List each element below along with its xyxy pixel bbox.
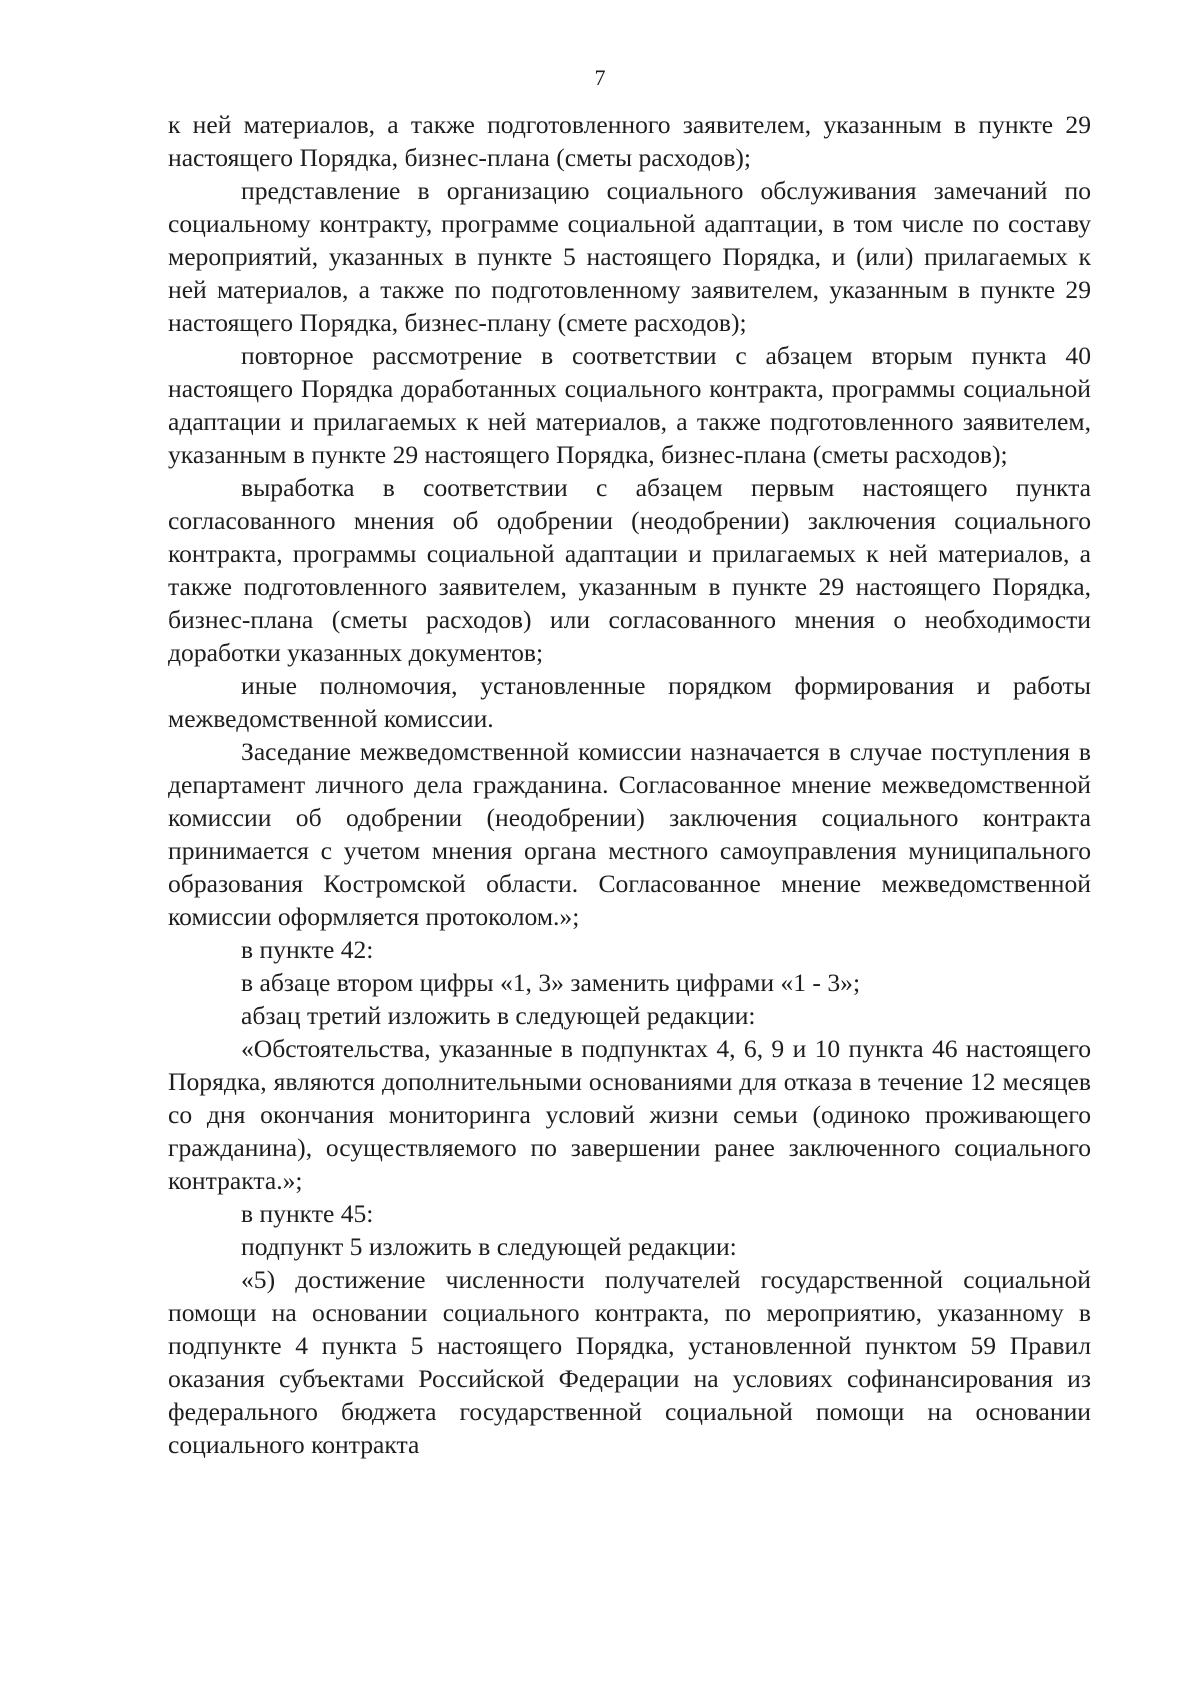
page-number: 7 [594,65,606,90]
paragraph: к ней материалов, а также подготовленного заявителем, указанным в пункте 29 настоящего Порядка, бизнес-плана (сметы расходов); [168,110,1091,172]
paragraph: представление в организацию социального обслуживания замечаний по социальному контракту, программе социальной адаптации, в том числе по составу мероприятий, указанных в пункте 5 настоящего Порядка, и (или) прилагаемых к ней материалов, а также по подготовленному заявителем, указанным в пункте 29 настоящего Порядка, бизнес-плану (смете расходов); [168,176,1091,337]
paragraph: иные полномочия, установленные порядком формирования и работы межведомственной комиссии. [168,671,1091,733]
paragraph: подпункт 5 изложить в следующей редакции: [241,1232,737,1261]
paragraph: выработка в соответствии с абзацем первым настоящего пункта согласованного мнения об одобрении (неодобрении) заключения социального контракта, программы социальной адаптации и прилагаемых к ней материалов, а также подготовленного заявителем, указанным в пункте 29 настоящего Порядка, бизнес-плана (сметы расходов) или согласованного мнения о необходимости доработки указанных документов; [168,473,1091,667]
paragraph: «Обстоятельства, указанные в подпунктах 4, 6, 9 и 10 пункта 46 настоящего Порядка, являются дополнительными основаниями для отказа в течение 12 месяцев со дня окончания мониторинга условий жизни семьи (одиноко проживающего гражданина), осуществляемого по завершении ранее заключенного социального контракта.»; [168,1034,1091,1195]
paragraph: Заседание межведомственной комиссии назначается в случае поступления в департамент личного дела гражданина. Согласованное мнение межведомственной комиссии об одобрении (неодобрении) заключения социального контракта принимается с учетом мнения органа местного самоуправления муниципального образования Костромской области. Согласованное мнение межведомственной комиссии оформляется протоколом.»; [168,737,1091,931]
paragraph: в пункте 45: [241,1199,374,1228]
paragraph: в абзаце втором цифры «1, 3» заменить цифрами «1 - 3»; [241,968,861,997]
paragraph: «5) достижение численности получателей государственной социальной помощи на основании социального контракта, по мероприятию, указанному в подпункте 4 пункта 5 настоящего Порядка, установленной пунктом 59 Правил оказания субъектами Российской Федерации на условиях софинансирования из федерального бюджета государственной социальной помощи на основании социального контракта [168,1265,1091,1459]
paragraph: абзац третий изложить в следующей редакции: [241,1001,756,1030]
paragraph: повторное рассмотрение в соответствии с абзацем вторым пункта 40 настоящего Порядка доработанных социального контракта, программы социальной адаптации и прилагаемых к ней материалов, а также подготовленного заявителем, указанным в пункте 29 настоящего Порядка, бизнес-плана (сметы расходов); [168,341,1091,469]
document-body [168,108,1091,1461]
paragraph: в пункте 42: [241,935,374,964]
